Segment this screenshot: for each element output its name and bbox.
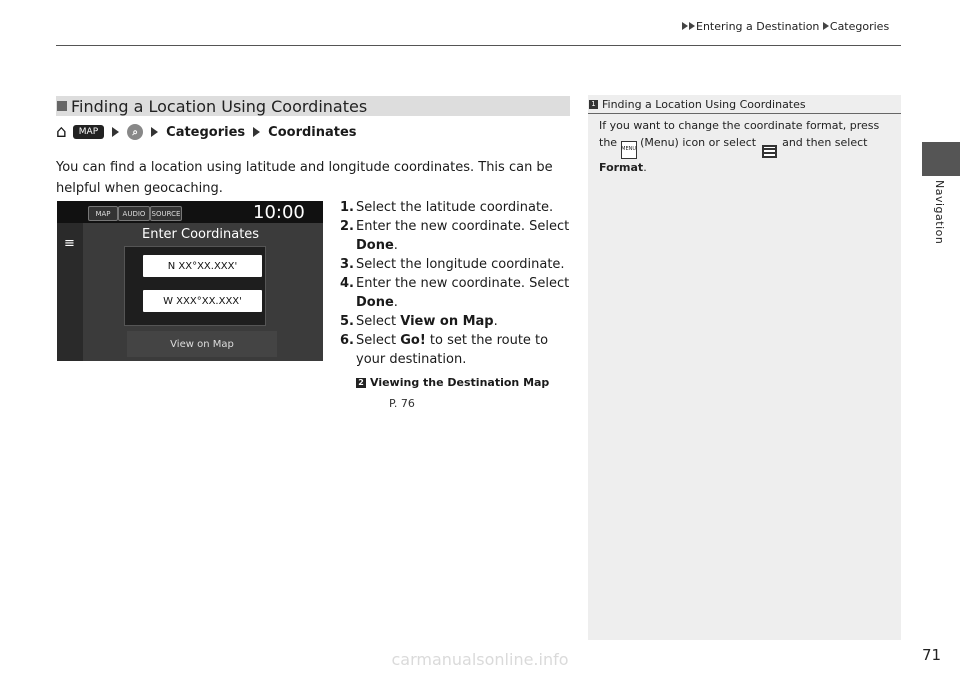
step-item <box>340 331 572 369</box>
note-body <box>599 117 889 176</box>
step-bold-term: View on Map <box>400 314 494 329</box>
step-text <box>356 331 572 369</box>
map-key-icon: MAP <box>73 125 104 139</box>
longitude-field: W XXX°XX.XXX' <box>143 290 262 312</box>
step-bold-term: Go! <box>400 333 426 348</box>
search-icon: ⌕ <box>127 124 143 140</box>
breadcrumb-arrow-icon <box>689 22 695 30</box>
step-number: 1. <box>340 200 354 215</box>
breadcrumb-item: Entering a Destination <box>696 20 820 33</box>
screen-title: Enter Coordinates <box>142 227 260 242</box>
page-number: 71 <box>922 646 942 664</box>
section-bullet-icon <box>57 101 67 111</box>
step-item <box>340 312 572 331</box>
screen-clock: 10:00 <box>253 202 305 223</box>
home-icon: ⌂ <box>56 122 67 142</box>
step-text <box>356 198 572 217</box>
screen-menu-icon: ≡ <box>64 236 75 251</box>
screen-map-button: MAP <box>88 206 118 221</box>
intro-paragraph: You can find a location using latitude and longitude coordinates. This can be helpful when geocaching. <box>56 160 553 196</box>
note-text: and then select <box>782 136 868 149</box>
side-tab-label: Navigation <box>933 180 946 245</box>
path-arrow-icon <box>253 127 260 137</box>
path-item-categories: Categories <box>166 124 246 140</box>
step-bold-term: Done <box>356 238 394 253</box>
path-item-coordinates: Coordinates <box>268 124 357 140</box>
step-number: 6. <box>340 333 354 348</box>
screen-top-bar <box>57 201 323 223</box>
navigation-path <box>56 122 365 142</box>
breadcrumb-arrow-icon <box>823 22 829 30</box>
step-text-part: . <box>493 314 498 329</box>
latitude-field: N XX°XX.XXX' <box>143 255 262 277</box>
step-text <box>356 255 572 274</box>
step-text-part: Select the latitude coordinate. <box>356 200 554 215</box>
section-title: Finding a Location Using Coordinates <box>71 96 368 116</box>
step-item <box>340 217 572 255</box>
screen-source-button: SOURCE <box>150 206 182 221</box>
note-panel <box>588 95 901 640</box>
header-divider <box>56 45 901 46</box>
step-item <box>340 255 572 274</box>
step-number: 5. <box>340 314 354 329</box>
step-item <box>340 198 572 217</box>
step-text-part: Enter the new coordinate. Select <box>356 219 570 234</box>
step-text-part: to set the route to your destination. <box>356 333 549 367</box>
step-bold-term: Done <box>356 295 394 310</box>
step-number: 3. <box>340 257 354 272</box>
cross-reference-label: Viewing the Destination Map <box>370 376 550 389</box>
step-text-part: Enter the new coordinate. Select <box>356 276 570 291</box>
breadcrumb-arrow-icon <box>682 22 688 30</box>
step-text-part: Select the longitude coordinate. <box>356 257 565 272</box>
navigation-screen-image <box>57 201 323 361</box>
section-heading <box>56 96 570 116</box>
path-arrow-icon <box>151 127 158 137</box>
step-text-part: . <box>393 238 398 253</box>
step-text <box>356 274 572 312</box>
step-item <box>340 274 572 312</box>
step-text <box>356 217 572 255</box>
note-marker-icon: 1 <box>589 100 598 109</box>
note-title: Finding a Location Using Coordinates <box>602 97 806 111</box>
note-text: . <box>643 161 647 174</box>
screen-audio-button: AUDIO <box>118 206 150 221</box>
note-text: (Menu) icon or select <box>640 136 757 149</box>
breadcrumb-item: Categories <box>829 20 890 33</box>
watermark: carmanualsonline.info <box>391 650 569 669</box>
note-heading <box>588 95 901 114</box>
step-text-part: Select <box>356 314 401 329</box>
menu-button-icon: MENU <box>621 141 637 159</box>
step-number: 4. <box>340 276 354 291</box>
step-text <box>356 312 572 331</box>
steps-list <box>340 198 572 413</box>
step-text-part: Select <box>356 333 401 348</box>
note-text: If you want to change the coordinate format, press the <box>599 119 880 149</box>
cross-reference-link[interactable] <box>356 373 572 392</box>
path-arrow-icon <box>112 127 119 137</box>
step-number: 2. <box>340 219 354 234</box>
step-text-part: . <box>393 295 398 310</box>
cross-reference-icon: 2 <box>356 378 366 388</box>
breadcrumb <box>682 20 889 33</box>
note-format-term: Format <box>599 161 644 174</box>
list-menu-icon <box>762 145 777 158</box>
cross-reference-page: P. 76 <box>389 397 415 410</box>
view-on-map-button: View on Map <box>127 331 277 357</box>
side-tab-marker <box>922 142 960 176</box>
